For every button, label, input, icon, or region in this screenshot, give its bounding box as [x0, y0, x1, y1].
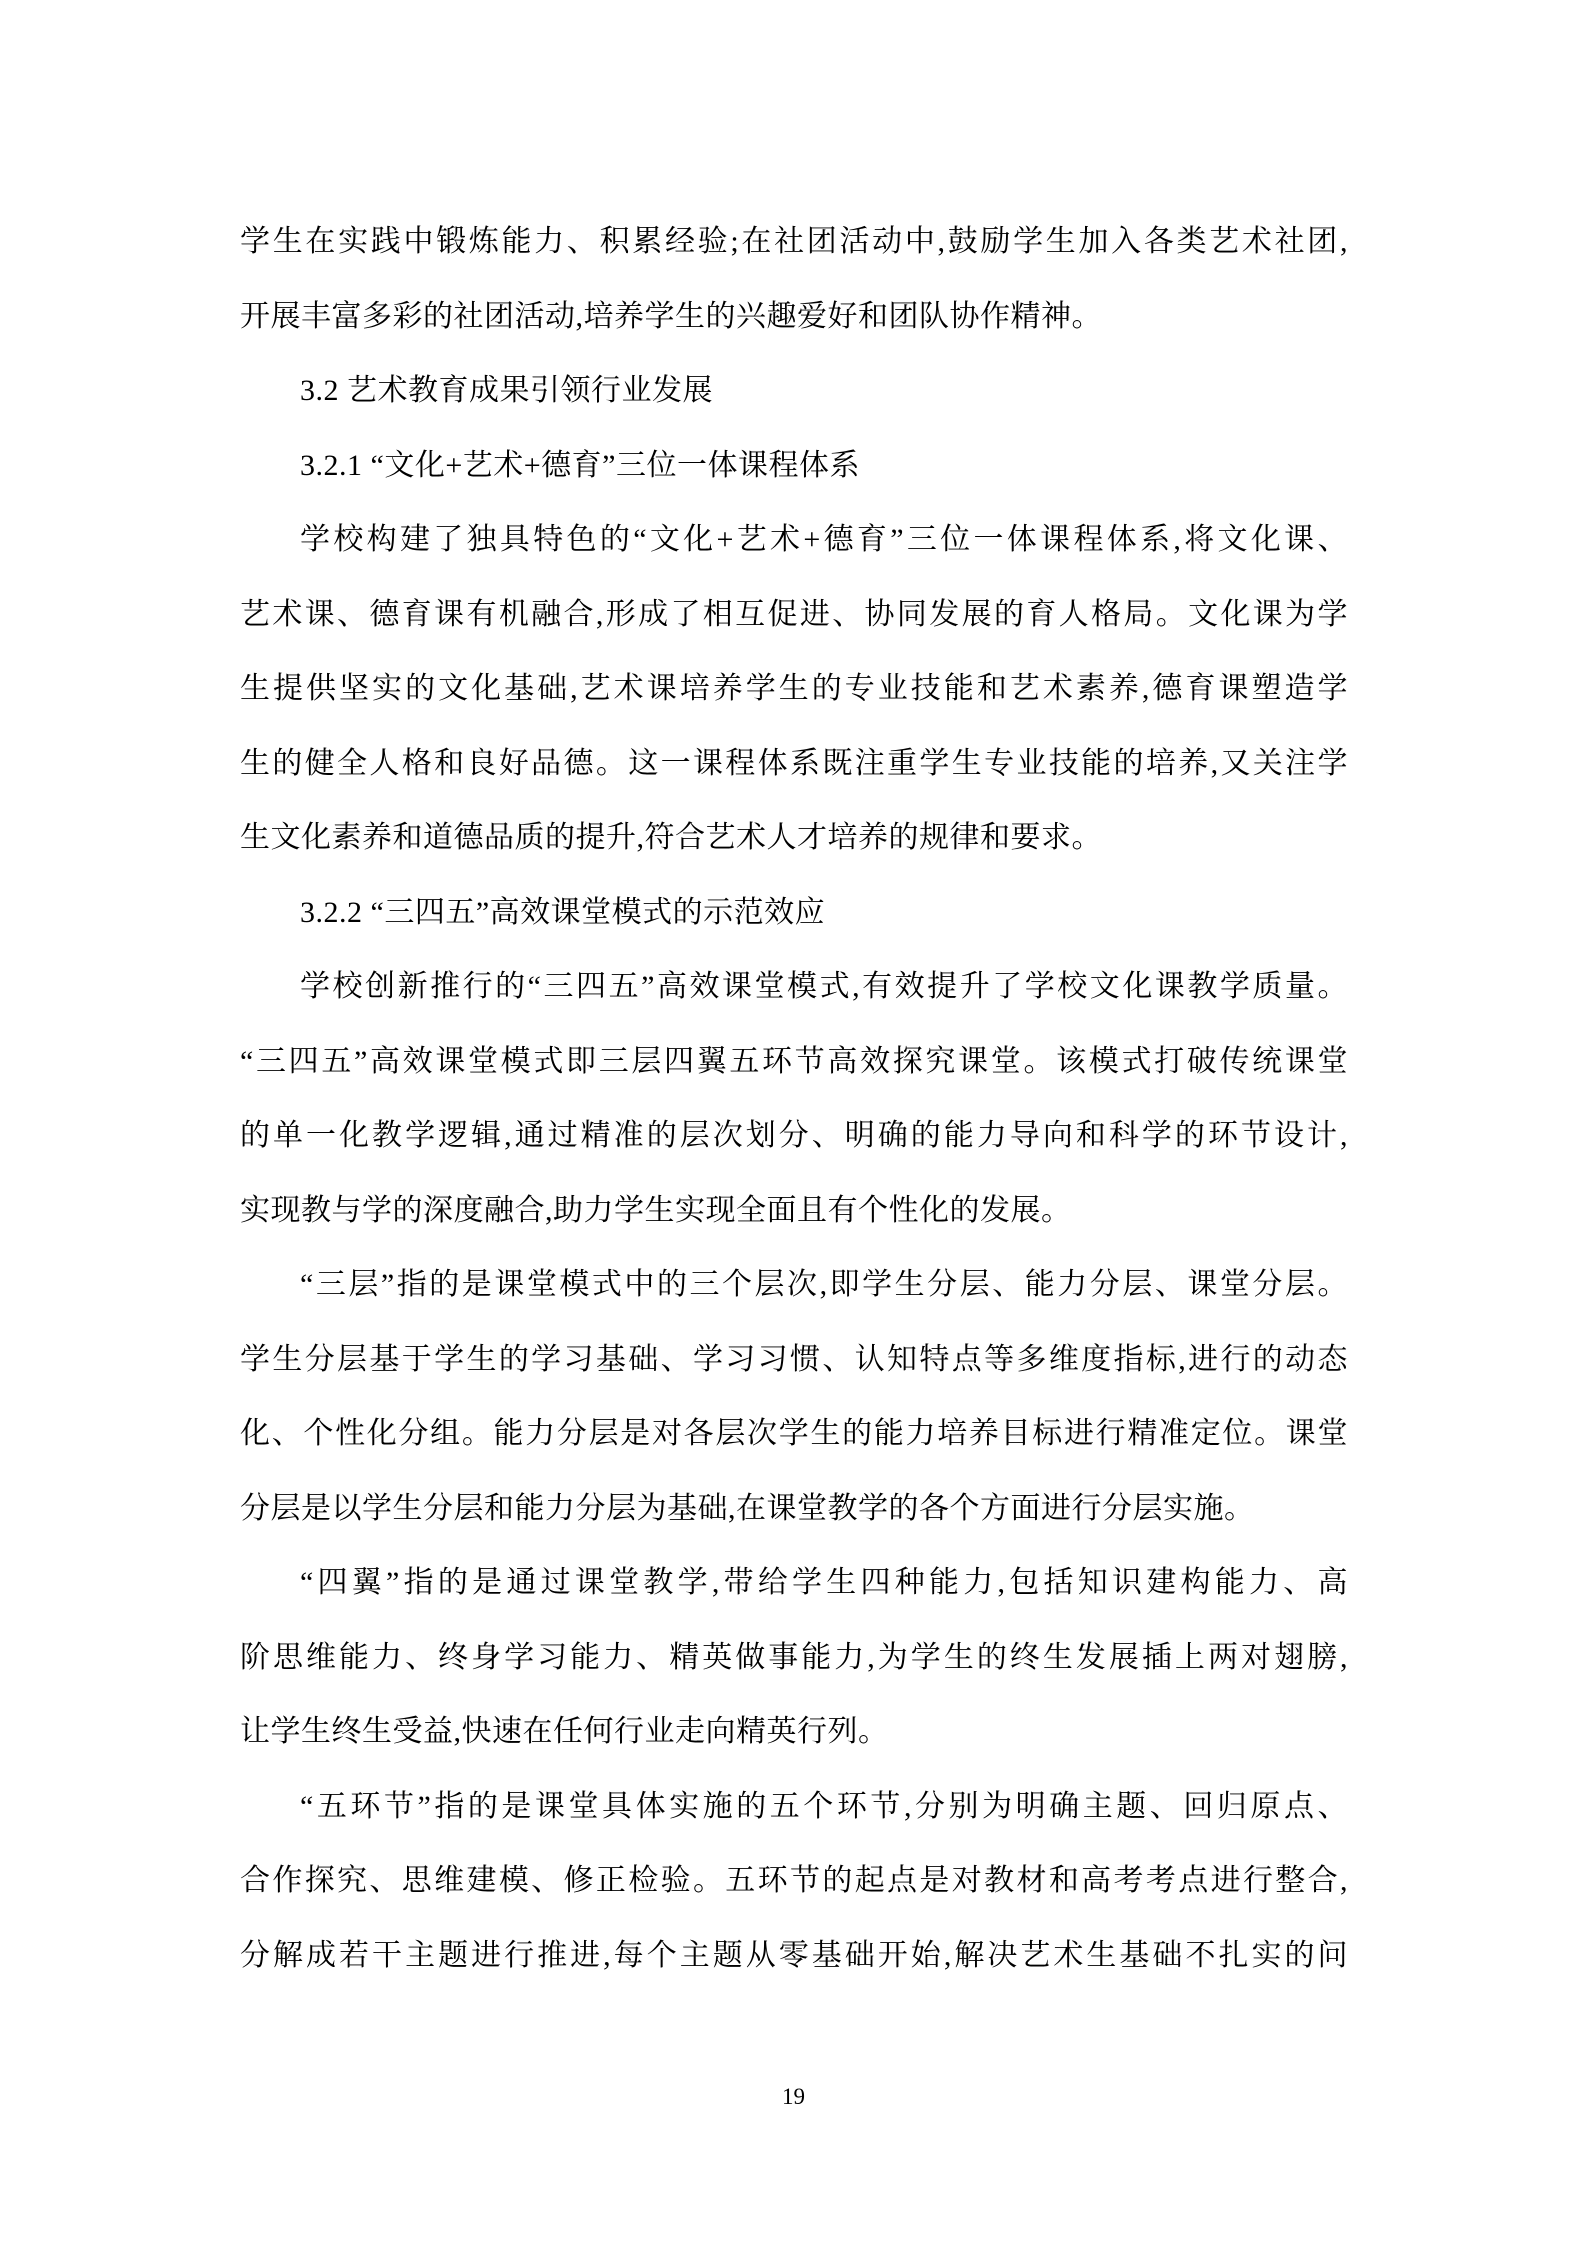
page-number: 19: [782, 2084, 805, 2109]
body-line: 生的健全人格和良好品德。这一课程体系既注重学生专业技能的培养,又关注学: [240, 746, 1348, 780]
section-heading-3-2-1: 3.2.1 “文化+艺术+德育”三位一体课程体系: [300, 448, 860, 482]
document-body: [240, 205, 1348, 1993]
body-line: 学校创新推行的“三四五”高效课堂模式,有效提升了学校文化课教学质量。: [300, 970, 1348, 1003]
body-line: “三层”指的是课堂模式中的三个层次,即学生分层、能力分层、课堂分层。: [300, 1268, 1348, 1301]
body-line: “四翼”指的是通过课堂教学,带给学生四种能力,包括知识建构能力、高: [300, 1566, 1348, 1599]
section-heading-3-2-2: 3.2.2 “三四五”高效课堂模式的示范效应: [300, 895, 826, 929]
body-line: 实现教与学的深度融合,助力学生实现全面且有个性化的发展。: [240, 1193, 1072, 1227]
body-line: 阶思维能力、终身学习能力、精英做事能力,为学生的终生发展插上两对翅膀,: [240, 1640, 1348, 1674]
body-line: 的单一化教学逻辑,通过精准的层次划分、明确的能力导向和科学的环节设计,: [240, 1119, 1348, 1152]
body-line: 学生在实践中锻炼能力、积累经验;在社团活动中,鼓励学生加入各类艺术社团,: [240, 225, 1348, 258]
body-line: 让学生终生受益,快速在任何行业走向精英行列。: [240, 1715, 889, 1748]
body-line: 生文化素养和道德品质的提升,符合艺术人才培养的规律和要求。: [240, 821, 1102, 854]
section-heading-3-2: 3.2 艺术教育成果引领行业发展: [300, 374, 713, 407]
body-line: “五环节”指的是课堂具体实施的五个环节,分别为明确主题、回归原点、: [300, 1789, 1348, 1823]
body-line: 生提供坚实的文化基础,艺术课培养学生的专业技能和艺术素养,德育课塑造学: [240, 672, 1348, 705]
body-line: 学校构建了独具特色的“文化+艺术+德育”三位一体课程体系,将文化课、: [300, 523, 1348, 556]
body-line: “三四五”高效课堂模式即三层四翼五环节高效探究课堂。该模式打破传统课堂: [240, 1044, 1348, 1078]
body-line: 开展丰富多彩的社团活动,培养学生的兴趣爱好和团队协作精神。: [240, 299, 1102, 333]
body-line: 合作探究、思维建模、修正检验。五环节的起点是对教材和高考考点进行整合,: [240, 1864, 1348, 1897]
body-line: 化、个性化分组。能力分层是对各层次学生的能力培养目标进行精准定位。课堂: [240, 1417, 1348, 1450]
body-line: 分解成若干主题进行推进,每个主题从零基础开始,解决艺术生基础不扎实的问: [240, 1938, 1348, 1972]
body-line: 艺术课、德育课有机融合,形成了相互促进、协同发展的育人格局。文化课为学: [240, 597, 1348, 631]
body-line: 学生分层基于学生的学习基础、学习习惯、认知特点等多维度指标,进行的动态: [240, 1342, 1348, 1376]
body-line: 分层是以学生分层和能力分层为基础,在课堂教学的各个方面进行分层实施。: [240, 1491, 1255, 1525]
